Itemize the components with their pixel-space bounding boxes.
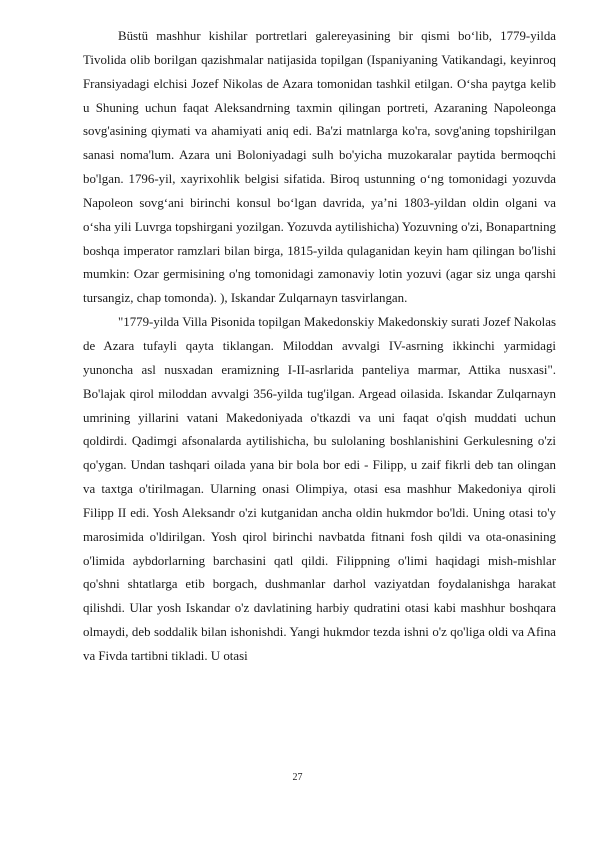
- page-number: 27: [292, 772, 303, 783]
- paragraph-1: Büstü mashhur kishilar portretlari galereyasining bir qismi bo‘lib, 1779-yilda Tivolida olib borilgan qazishmalar natijasida topilgan (Ispaniyaning Vatikandagi, keyinroq Fransiyadagi elchisi Jozef Nikolas de Azara tomonidan tashkil etilgan. O‘sha paytga kelib u Shuning uchun faqat Aleksandrning taxmin qilingan portreti, Azaraning Napoleonga sovg'asining qiymati va ahamiyati aniq edi. Ba'zi matnlarga ko'ra, sovg'aning topshirilgan sanasi noma'lum. Azara uni Boloniyadagi sulh bo'yicha muzokaralar paytida bermoqchi bo'lgan. 1796-yil, xayrixohlik belgisi sifatida. Biroq ustunning o‘ng tomonidagi yozuvda Napoleon sovg‘ani birinchi konsul bo‘lgan davrida, ya’ni 1803-yildan oldin olgani va o‘sha yili Luvrga topshirgani yozilgan. Yozuvda aytilishicha) Yozuvning o'zi, Bonapartning boshqa imperator ramzlari bilan birga, 1815-yilda qulaganidan keyin ham qilingan bo'lishi mumkin: Ozar germisining o'ng tomonidagi zamonaviy lotin yozuvi (agar siz unga qarshi tursangiz, chap tomonda). ), Iskandar Zulqarnayn tasvirlangan.: [83, 29, 556, 306]
- paragraph-2: "1779-yilda Villa Pisonida topilgan Makedonskiy Makedonskiy surati Jozef Nakolas de Azara tufayli qayta tiklangan. Miloddan avvalgi IV-asrning ikkinchi yarmidagi yunoncha asl nusxadan eramizning I-II-asrlarida panteliya marmar, Attika nusxasi". Bo'lajak qirol miloddan avvalgi 356-yilda tug'ilgan. Argead oilasida. Iskandar Zulqarnayn umrining yillarini vatani Makedoniyada o'tkazdi va uni faqat o'qish muddati uchun qoldirdi. Qadimgi afsonalarda aytilishicha, bu sulolaning boshlanishini Gerkulesning o'zi qo'ygan. Undan tashqari oilada yana bir bola bor edi - Filipp, u zaif fikrli deb tan olingan va taxtga o'tirilmagan. Ularning onasi Olimpiya, otasi esa mashhur Makedoniya qiroli Filipp II edi. Yosh Aleksandr o'zi kutganidan ancha oldin hukmdor bo'ldi. Uning otasi to'y marosimida o'ldirilgan. Yosh qirol birinchi navbatda fitnani fosh qildi va ota-onasining o'limida aybdorlarning barchasini qatl qildi. Filippning o'limi haqidagi mish-mishlar qo'shni shtatlarga etib borgach, dushmanlar darhol vaziyatdan foydalanishga harakat qilishdi. Ular yosh Iskandar o'z davlatining harbiy qudratini otasi kabi mashhur boshqara olmaydi, deb soddalik bilan ishonishdi. Yangi hukmdor tezda ishni o'z qo'liga oldi va Afina va Fivda tartibni tikladi. U otasi: [83, 315, 556, 663]
- body-text: [83, 25, 556, 669]
